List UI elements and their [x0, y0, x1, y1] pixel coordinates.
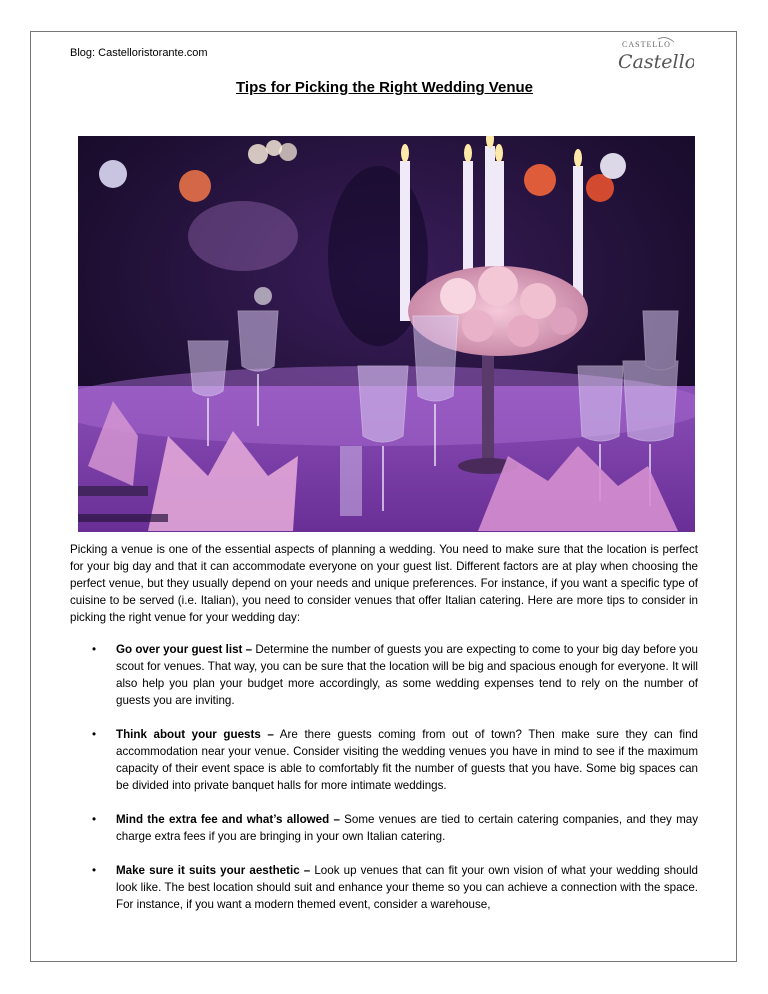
blog-header: Blog: Castelloristorante.com: [70, 47, 208, 59]
wedding-table-photo: [78, 136, 695, 532]
page-title: Tips for Picking the Right Wedding Venue: [236, 79, 533, 96]
logo-small-text: CASTELLO: [622, 40, 671, 49]
list-item: [70, 641, 698, 709]
logo-script-text: Castello: [618, 51, 694, 73]
document-page: [30, 31, 737, 962]
tip-heading: Make sure it suits your aesthetic –: [116, 864, 311, 877]
tip-text: Determine the number of guests you are expecting to come to your big day before you scout for venues. That way, you can be sure that the location will be big and spacious enough for everyone. It will also help you plan your budget more accordingly, as some wedding expenses tend to rely on the number of guests you are inviting.: [116, 643, 698, 707]
bullet-icon: •: [92, 728, 97, 741]
list-item: [70, 726, 698, 794]
tips-list: [70, 641, 698, 930]
list-item: [70, 811, 698, 845]
castello-logo: [614, 36, 694, 76]
tip-text: Look up venues that can fit your own vision of what your wedding should look like. The best location should suit and enhance your theme so you can achieve a connection with the space. For instance, if you want a modern themed event, consider a warehouse,: [116, 864, 699, 911]
tip-text: Are there guests coming from out of town? Then make sure they can find accommodation near your venue. Consider visiting the wedding venues you have in mind to see if the maximum capacity of their event space is able to comfortably fit the number of guests that you have. Some big spaces can be divided into private banquet halls for more intimate weddings.: [116, 728, 699, 792]
bullet-icon: •: [92, 643, 97, 656]
bullet-icon: •: [92, 813, 97, 826]
list-item: [70, 862, 698, 913]
tip-text: Some venues are tied to certain catering companies, and they may charge extra fees if you are bringing in your own Italian catering.: [116, 813, 698, 843]
tip-heading: Go over your guest list –: [116, 643, 253, 656]
tip-heading: Mind the extra fee and what’s allowed –: [116, 813, 340, 826]
bullet-icon: •: [92, 864, 97, 877]
tip-heading: Think about your guests –: [116, 728, 274, 741]
intro-paragraph: Picking a venue is one of the essential aspects of planning a wedding. You need to make sure that the location is perfect for your big day and that it can accommodate everyone on your guest list. Different factors are at play when choosing the perfect venue, but they usually depend on your needs and unique preferences. For instance, if you want a specific type of cuisine to be served (i.e. Italian), you need to consider venues that offer Italian catering. Here are more tips to consider in picking the right venue for your wedding day:: [70, 543, 698, 624]
